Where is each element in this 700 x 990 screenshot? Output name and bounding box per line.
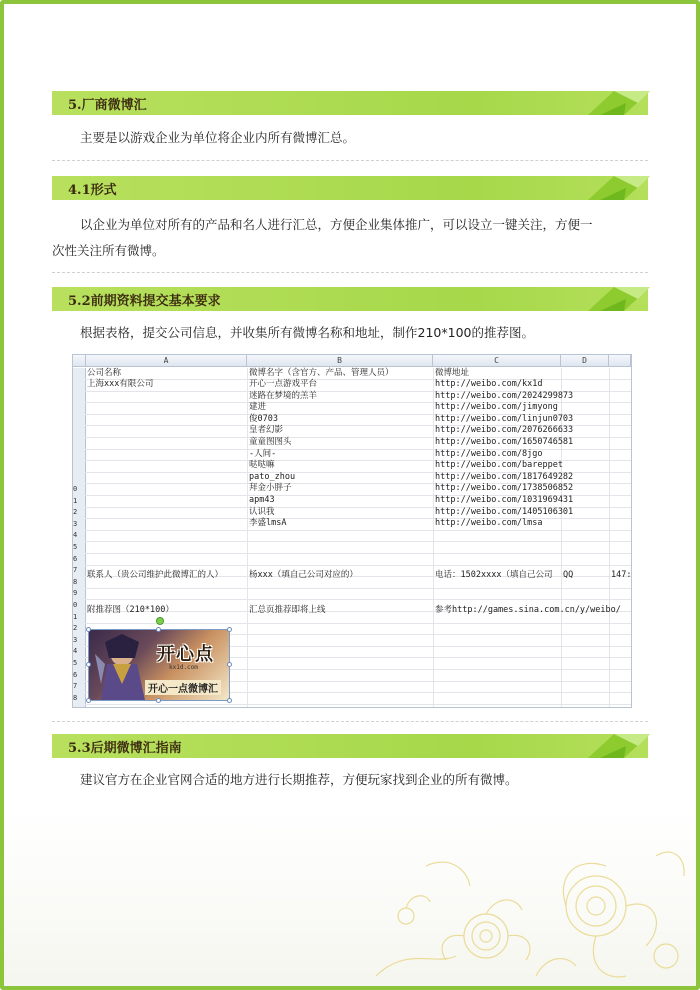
floral-decoration-icon (366, 836, 696, 986)
header-weibo-url: 微博地址 (435, 368, 470, 378)
contact-label: 联系人（贵公司维护此微博汇的人） (87, 570, 224, 580)
row-number: 5 (73, 659, 78, 667)
promo-tagline: 开心一点微博汇 (145, 680, 221, 695)
weibo-name-cell: 皇者幻影 (249, 425, 284, 436)
promo-url: kx1d.com (169, 664, 198, 671)
section-body: 建议官方在企业官网合适的地方进行长期推荐，方便玩家找到企业的所有微博。 (80, 772, 518, 787)
weibo-name-cell: 童童图图头 (249, 437, 292, 447)
weibo-url-cell: http://weibo.com/lmsa (435, 518, 543, 529)
weibo-url-cell: http://weibo.com/1738506852 (435, 483, 574, 494)
resize-handle[interactable] (156, 627, 161, 632)
contact-name: 杨xxx（填自己公司对应的） (249, 570, 358, 580)
row-number: 1 (73, 496, 78, 505)
row-number: 0 (73, 601, 78, 609)
promo-logo: 开心点 (157, 644, 214, 665)
corner-cell (73, 355, 86, 367)
grid-line (85, 449, 631, 450)
weibo-name-cell: pato_zhou (249, 471, 296, 482)
weibo-name-cell: -人间- (249, 448, 277, 459)
grid-line (85, 599, 631, 600)
weibo-url-cell: http://weibo.com/kx1d (435, 379, 543, 389)
attach-label: 附推荐图（210*100） (87, 605, 174, 615)
weibo-name-cell: 拜金小胖子 (249, 483, 292, 494)
grid-line (85, 518, 631, 519)
resize-handle[interactable] (227, 627, 232, 632)
weibo-url-cell: http://weibo.com/2024299873 (435, 390, 574, 401)
resize-handle[interactable] (227, 698, 232, 703)
weibo-name-cell: 迷路在梦境的羔羊 (249, 390, 318, 401)
section-header-1 (52, 91, 648, 115)
resize-handle[interactable] (227, 662, 232, 667)
section-title: 5.2前期资料提交基本要求 (68, 294, 221, 309)
grid-line (85, 541, 631, 542)
row-number: 4 (73, 647, 78, 656)
row-number: 2 (73, 624, 78, 633)
row-number: 3 (73, 519, 78, 528)
section-body-line-2: 次性关注所有微博。 (52, 243, 165, 258)
row-number: 8 (73, 577, 78, 586)
grid-line (85, 704, 631, 705)
weibo-name-cell: 俊0703 (249, 413, 278, 424)
section-header-3 (52, 287, 648, 311)
section-header-2 (52, 176, 648, 200)
grid-line (85, 530, 631, 531)
weibo-url-cell: http://weibo.com/1031969431 (435, 495, 574, 505)
grid-line (609, 368, 610, 707)
grid-line (85, 379, 631, 380)
section-body: 主要是以游戏企业为单位将企业内所有微博汇总。 (80, 130, 356, 145)
attach-ref: 参考http://games.sina.com.cn/y/weibo/ (435, 605, 621, 615)
divider (52, 272, 648, 273)
weibo-url-cell: http://weibo.com/1405106301 (435, 506, 574, 517)
weibo-name-cell: 建进 (249, 402, 267, 413)
section-body-line-1: 以企业为单位对所有的产品和名人进行汇总，方便企业集体推广，可以设立一键关注，方便一 (80, 217, 593, 232)
weibo-name-cell: 李盛lmsA (249, 518, 287, 529)
resize-handle[interactable] (86, 662, 91, 667)
grid-line (433, 368, 434, 707)
weibo-url-cell: http://weibo.com/linjun0703 (435, 413, 574, 424)
header-company: 公司名称 (87, 368, 122, 378)
divider (52, 721, 648, 722)
section-title: 4.1形式 (68, 183, 117, 198)
grid-line (85, 565, 631, 566)
contact-phone: 电话：1502xxxx（填自己公司 (435, 570, 553, 580)
contact-qq-value: 147: (611, 570, 632, 580)
column-header-e (609, 355, 631, 367)
row-number: 0 (73, 485, 78, 493)
row-number: 6 (73, 670, 78, 679)
resize-handle[interactable] (86, 698, 91, 703)
attach-note: 汇总页推荐即将上线 (249, 605, 326, 615)
promo-image[interactable] (88, 629, 230, 701)
divider (52, 160, 648, 161)
leaf-icon (580, 176, 650, 200)
resize-handle[interactable] (86, 627, 91, 632)
weibo-name-cell: 开心一点游戏平台 (249, 379, 318, 389)
leaf-icon (580, 91, 650, 115)
leaf-icon (580, 287, 650, 311)
grid-line (85, 588, 631, 589)
column-header-c: C (433, 355, 561, 367)
section-body: 根据表格，提交公司信息，并收集所有微博名称和地址，制作210*100的推荐图。 (80, 325, 534, 340)
game-character-icon (95, 634, 149, 700)
rotate-handle[interactable] (156, 617, 164, 625)
weibo-url-cell: http://weibo.com/bareppet (435, 460, 563, 471)
grid-line (85, 623, 631, 624)
row-number: 9 (73, 589, 78, 598)
weibo-name-cell: apm43 (249, 495, 275, 505)
header-weibo-name: 微博名字（含官方、产品、管理人员） (249, 368, 394, 378)
weibo-url-cell: http://weibo.com/1817649282 (435, 471, 574, 482)
weibo-url-cell: http://weibo.com/8jgo (435, 448, 543, 459)
contact-qq: QQ (563, 570, 574, 580)
leaf-icon (580, 734, 650, 758)
spreadsheet-screenshot (72, 354, 632, 708)
company-name: 上海xxx有限公司 (87, 379, 154, 389)
section-title: 5.3后期微博汇指南 (68, 741, 182, 756)
section-title: 5.厂商微博汇 (68, 98, 147, 113)
row-number: 5 (73, 543, 78, 551)
row-number: 7 (73, 682, 78, 691)
grid-line (247, 368, 248, 707)
row-number: 6 (73, 554, 78, 563)
weibo-url-cell: http://weibo.com/1650746581 (435, 437, 574, 447)
row-number: 8 (73, 693, 78, 702)
column-header-d: D (561, 355, 609, 367)
section-header-4 (52, 734, 648, 758)
row-number: 2 (73, 508, 78, 517)
weibo-name-cell: 认识我 (249, 506, 275, 517)
grid-line (85, 553, 631, 554)
resize-handle[interactable] (156, 698, 161, 703)
weibo-url-cell: http://weibo.com/jimyong (435, 402, 558, 413)
row-number: 3 (73, 635, 78, 644)
row-number: 7 (73, 566, 78, 575)
column-header-a: A (86, 355, 247, 367)
column-header-b: B (247, 355, 433, 367)
weibo-name-cell: 哒哒嘛 (249, 460, 275, 471)
row-number: 1 (73, 612, 78, 621)
row-number: 4 (73, 531, 78, 540)
weibo-url-cell: http://weibo.com/2076266633 (435, 425, 574, 436)
